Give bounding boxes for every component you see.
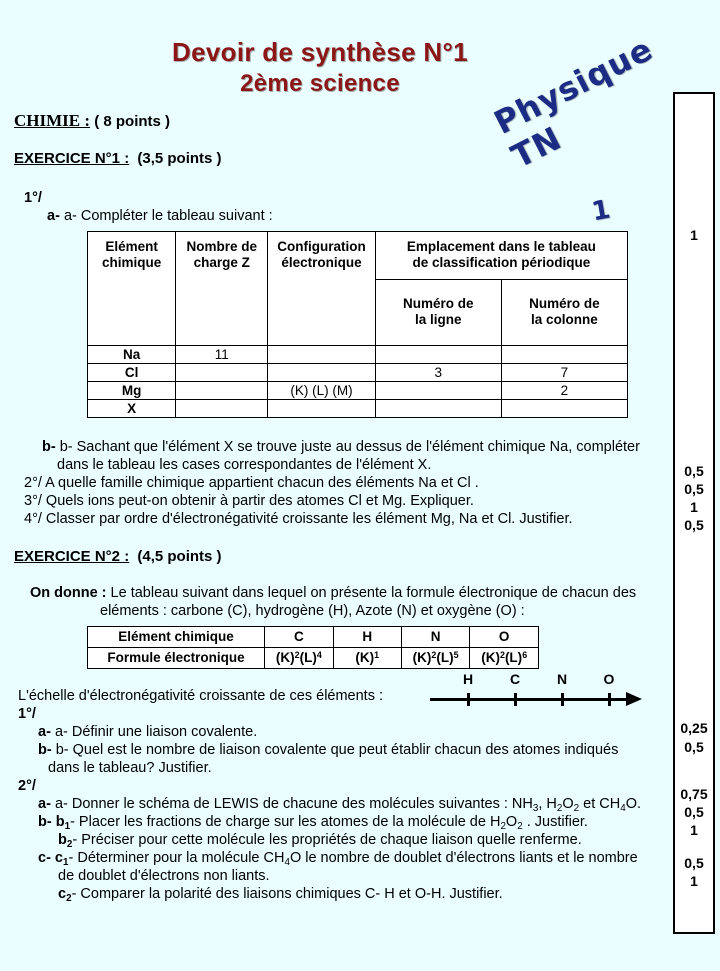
exercise1-heading (14, 150, 222, 167)
mark-value: 1 (690, 873, 698, 889)
th-ligne (375, 279, 501, 346)
formula-base: (L) (299, 650, 317, 666)
sub-1: 1 (64, 820, 71, 832)
formula-sup: 5 (453, 649, 459, 660)
table-row (88, 627, 539, 648)
ex1-q1-number: 1°/ (24, 190, 42, 206)
ex2-q2a-end: O. (625, 796, 642, 812)
table-header-row (88, 232, 628, 280)
elements-table (87, 231, 628, 418)
ex2-q1b-line2: dans le tableau? Justifier. (48, 760, 212, 776)
th-charge-line2: charge Z (193, 255, 250, 271)
ex2-q2a: a- a- Donner le schéma de LEWIS de chacune des molécules suivantes : $NH_3$, $H_2O_2$ et $CH_4O$. (38, 796, 642, 814)
formula-sup: 6 (522, 649, 528, 660)
ex2-q2b1-end: . Justifier. (522, 814, 588, 830)
cell-formula-n (401, 648, 470, 669)
subject-heading (14, 111, 170, 131)
cell-formula-o (470, 648, 539, 669)
mark-value: 0,75 (680, 786, 708, 802)
cell-colonne[interactable]: 7 (501, 364, 627, 382)
ex1-q1b-line2: dans le tableau les cases correspondantes de l'élément X. (57, 457, 432, 473)
ex2-given-line1-text: Le tableau suivant dans lequel on présente la formule électronique de chacun des (110, 585, 637, 601)
ex1-q1a-text: a- Compléter le tableau suivant : (63, 208, 273, 224)
th-ligne-line2: la ligne (415, 312, 462, 328)
formula-sup: 1 (374, 649, 380, 660)
ex2-q2b2-pre: b (58, 832, 67, 848)
exercise1-points: (3,5 points ) (137, 150, 222, 167)
cell-element: Na (88, 346, 176, 364)
mark-value: 0,5 (684, 463, 704, 479)
cell-symbol-o: O (470, 627, 539, 648)
sub-2b: 2 (573, 802, 580, 814)
sub-4: 4 (284, 856, 290, 868)
cell-ligne[interactable]: 3 (375, 364, 501, 382)
marks-column (673, 92, 715, 934)
table-row (88, 400, 628, 418)
mark-value: 0,5 (684, 739, 704, 755)
th-charge-line1: Nombre de (186, 239, 257, 254)
formula-sup: 2 (499, 649, 505, 660)
exercise1-label: EXERCICE N°1 : (14, 150, 130, 167)
mark-value: 0,5 (684, 804, 704, 820)
th-placement (375, 232, 627, 280)
th-config-line1: Configuration (277, 239, 366, 254)
th-colonne (501, 279, 627, 346)
watermark-number: 1 (589, 194, 613, 228)
subject-label: CHIMIE : (14, 111, 91, 130)
cell-ligne[interactable] (375, 400, 501, 418)
cell-symbol-c: C (265, 627, 334, 648)
mark-value: 1 (690, 227, 698, 243)
formula-base: (K) (481, 650, 500, 666)
table-row (88, 382, 628, 400)
ex2-q1-number: 1°/ (18, 706, 36, 722)
ex2-q2-number: 2°/ (18, 778, 36, 794)
cell-z[interactable]: 11 (176, 346, 268, 364)
mark-value: 0,5 (684, 517, 704, 533)
row-label-formula: Formule électronique (88, 648, 265, 669)
electronegativity-axis (430, 671, 660, 711)
ex1-q1a: a- a- Compléter le tableau suivant : (47, 208, 273, 224)
formula-base: (L) (436, 650, 454, 666)
axis-label-n: N (556, 671, 568, 687)
formula-base: (L) (504, 650, 523, 666)
ex2-q2a-pre: a- Donner le schéma de LEWIS de chacune des molécules suivantes : NH (54, 796, 533, 812)
sub-1: 1 (63, 856, 69, 868)
ex2-q2c2-end: - Comparer la polarité des liaisons chimiques C- H et O-H. Justifier. (71, 886, 503, 902)
cell-formula-c (265, 648, 334, 669)
cell-ligne[interactable] (375, 382, 501, 400)
th-colonne-line1: Numéro de (529, 296, 600, 312)
ex1-q1b-line1: b- b- Sachant que l'élément X se trouve juste au dessus de l'élément chimique Na, compléter (42, 439, 640, 455)
ex1-q1b-line1-text: b- Sachant que l'élément X se trouve juste au dessus de l'élément chimique Na, compléter (59, 439, 640, 455)
title-line-2: 2ème science (240, 69, 400, 97)
ex2-q2b1-mid: - Placer les fractions de charge sur les atomes de la molécule de H (70, 814, 501, 830)
ex2-q1b-line1: b- b- Quel est le nombre de liaison covalente que peut établir chacun des atomes indiqués (38, 742, 619, 758)
sub-2: 2 (556, 802, 563, 814)
sub-3: 3 (532, 802, 539, 814)
axis-tick (467, 693, 470, 706)
axis-line (430, 698, 628, 701)
cell-element: Cl (88, 364, 176, 382)
sub-4: 4 (620, 802, 626, 814)
ex2-q1a: a- a- Définir une liaison covalente. (38, 724, 258, 740)
ex2-q2c2 (58, 884, 503, 906)
mark-value: 0,5 (684, 481, 704, 497)
cell-config[interactable] (268, 346, 376, 364)
ex2-q2c2-pre: c (58, 886, 67, 902)
cell-z[interactable] (176, 400, 268, 418)
ex1-q4: 4°/ Classer par ordre d'électronégativité croissante les élément Mg, Na et Cl. Justifier. (24, 511, 573, 527)
cell-colonne[interactable]: 2 (501, 382, 627, 400)
ex2-q1b-line1-text: b- Quel est le nombre de liaison covalente que peut établir chacun des atomes indiqués (55, 742, 619, 758)
mark-value: 1 (690, 822, 698, 838)
table-row (88, 648, 539, 669)
axis-tick (561, 693, 564, 706)
cell-symbol-n: N (401, 627, 470, 648)
cell-z[interactable] (176, 382, 268, 400)
axis-label-h: H (462, 671, 474, 687)
ex2-q2b1-pre: b- b (38, 814, 65, 830)
ex2-q2a-mid2: O (562, 796, 574, 812)
axis-arrow-icon (626, 692, 642, 706)
cell-config[interactable]: (K) (L) (M) (268, 382, 376, 400)
watermark-text: Physique TN (488, 29, 659, 176)
row-label-element: Elément chimique (88, 627, 265, 648)
cell-colonne[interactable] (501, 400, 627, 418)
mark-value: 0,5 (684, 855, 704, 871)
ex2-q2c1-end: O le nombre de doublet d'électrons liants et le nombre (289, 850, 638, 866)
th-ligne-line1: Numéro de (403, 296, 474, 312)
cell-symbol-h: H (333, 627, 401, 648)
sub-2: 2 (66, 838, 73, 850)
formula-base: (K) (355, 650, 375, 666)
formula-sup: 2 (431, 649, 437, 660)
table-row (88, 364, 628, 382)
cell-config[interactable] (268, 364, 376, 382)
axis-tick (608, 693, 611, 706)
ex2-q2c1-mid: - Déterminer pour la molécule CH (68, 850, 285, 866)
ex2-q2b2-end: - Préciser pour cette molécule les propriétés de chaque liaison quelle renferme. (72, 832, 582, 848)
mark-value: 1 (690, 499, 698, 515)
axis-tick (514, 693, 517, 706)
sub-2: 2 (66, 892, 72, 904)
exercise2-heading (14, 548, 222, 565)
ex2-q2a-mid3: et CH (579, 796, 621, 812)
cell-ligne[interactable] (375, 346, 501, 364)
exercise2-label: EXERCICE N°2 : (14, 548, 130, 565)
cell-z[interactable] (176, 364, 268, 382)
cell-config[interactable] (268, 400, 376, 418)
th-config (268, 232, 376, 346)
ex2-scale-text: L'échelle d'électronégativité croissante de ces éléments : (18, 688, 384, 704)
cell-colonne[interactable] (501, 346, 627, 364)
electron-formula-table (87, 626, 539, 669)
ex2-given-label: On donne : (30, 585, 107, 601)
formula-sup: 2 (294, 649, 300, 660)
cell-element: X (88, 400, 176, 418)
cell-element: Mg (88, 382, 176, 400)
th-placement-line2: de classification périodique (412, 255, 591, 271)
axis-label-c: C (509, 671, 521, 687)
exercise2-points: (4,5 points ) (137, 548, 222, 565)
th-colonne-line2: la colonne (531, 312, 598, 328)
title-line-1: Devoir de synthèse N°1 (172, 37, 468, 67)
th-element (88, 232, 176, 346)
ex2-q2c1-line2: de doublet d'électrons non liants. (58, 868, 270, 884)
ex2-q2b1-mid2: O (505, 814, 518, 830)
mark-value: 0,25 (680, 720, 708, 736)
th-element-line2: chimique (102, 255, 162, 271)
formula-base: (K) (275, 650, 295, 666)
cell-formula-h (333, 648, 401, 669)
ex2-q2a-mid: , H (538, 796, 557, 812)
ex2-q2c1-pre: c- c (38, 850, 63, 866)
ex1-q2: 2°/ A quelle famille chimique appartient chacun des éléments Na et Cl . (24, 475, 479, 491)
table-row (88, 346, 628, 364)
th-config-line2: électronique (281, 255, 362, 271)
sub-2: 2 (500, 820, 506, 832)
formula-sup: 4 (316, 649, 322, 660)
formula-base: (K) (412, 650, 432, 666)
axis-label-o: O (603, 671, 615, 687)
subject-points: ( 8 points ) (94, 113, 171, 130)
ex2-q1a-text: a- Définir une liaison covalente. (54, 724, 258, 740)
sub-2b: 2 (517, 820, 523, 832)
th-placement-line1: Emplacement dans le tableau (406, 239, 596, 255)
th-element-line1: Elément (105, 239, 158, 254)
th-charge (176, 232, 268, 346)
ex2-given-line2: eléments : carbone (C), hydrogène (H), Azote (N) et oxygène (O) : (100, 603, 525, 619)
ex1-q3: 3°/ Quels ions peut-on obtenir à partir des atomes Cl et Mg. Expliquer. (24, 493, 474, 509)
